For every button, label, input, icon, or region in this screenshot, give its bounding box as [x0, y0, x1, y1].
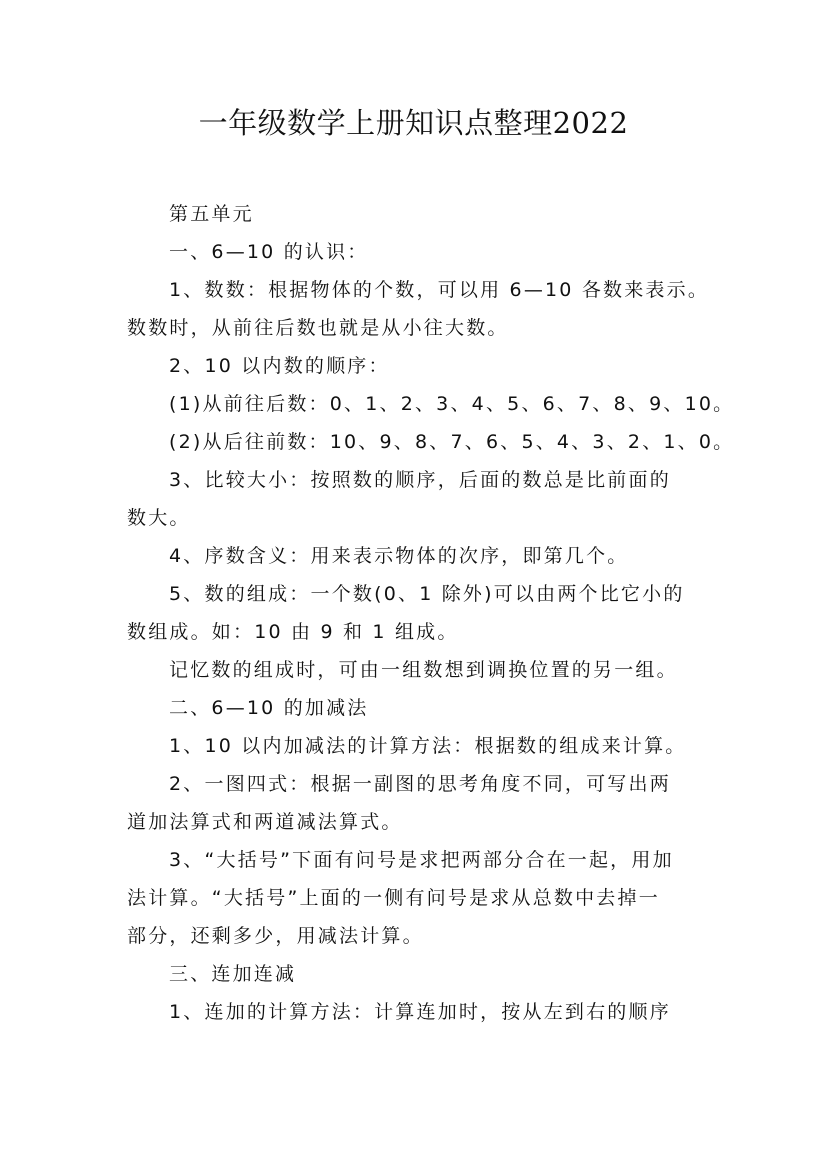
paragraph-line: 法计算。“大括号”上面的一侧有问号是求从总数中去掉一: [127, 887, 660, 909]
paragraph-line: (1)从前往后数：0、1、2、3、4、5、6、7、8、9、10。: [169, 393, 735, 415]
paragraph-line: 数大。: [127, 507, 191, 529]
paragraph-line: 1、10 以内加减法的计算方法：根据数的组成来计算。: [169, 735, 687, 757]
paragraph-line: 一、6—10 的认识：: [169, 241, 369, 263]
paragraph-line: 二、6—10 的加减法: [169, 697, 369, 719]
paragraph-line: 记忆数的组成时，可由一组数想到调换位置的另一组。: [169, 659, 678, 681]
paragraph-line: 1、连加的计算方法：计算连加时，按从左到右的顺序: [169, 1001, 671, 1023]
document-title: 一年级数学上册知识点整理2022: [198, 106, 629, 140]
paragraph-line: 2、一图四式：根据一副图的思考角度不同，可写出两: [169, 773, 671, 795]
paragraph-line: 第五单元: [169, 203, 254, 225]
paragraph-line: 数数时，从前往后数也就是从小往大数。: [127, 317, 509, 339]
paragraph-line: (2)从后往前数：10、9、8、7、6、5、4、3、2、1、0。: [169, 431, 735, 453]
paragraph-line: 道加法算式和两道减法算式。: [127, 811, 403, 833]
paragraph-line: 4、序数含义：用来表示物体的次序，即第几个。: [169, 545, 629, 567]
paragraph-line: 3、比较大小：按照数的顺序，后面的数总是比前面的: [169, 469, 671, 491]
paragraph-line: 2、10 以内数的顺序：: [169, 355, 390, 377]
paragraph-line: 数组成。如：10 由 9 和 1 组成。: [127, 621, 459, 643]
paragraph-line: 部分，还剩多少，用减法计算。: [127, 925, 424, 947]
paragraph-line: 三、连加连减: [169, 963, 297, 985]
paragraph-line: 1、数数：根据物体的个数，可以用 6—10 各数来表示。: [169, 279, 710, 301]
document-body: [127, 195, 735, 1031]
paragraph-line: 3、“大括号”下面有问号是求把两部分合在一起，用加: [169, 849, 674, 871]
paragraph-line: 5、数的组成：一个数(0、1 除外)可以由两个比它小的: [169, 583, 685, 605]
